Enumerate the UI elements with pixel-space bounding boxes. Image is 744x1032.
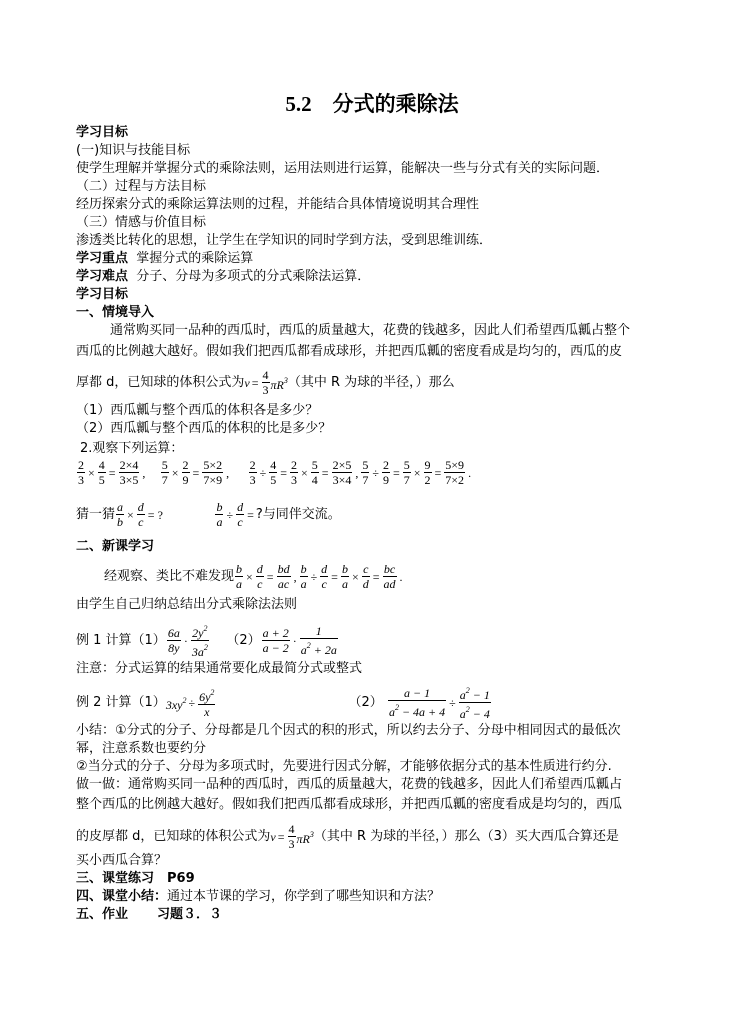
intro-paragraph-line-2: 西瓜的比例越大越好。假如我们把西瓜都看成球形，并把西瓜瓤的密度看成是均匀的，西瓜的皮 [76, 344, 623, 359]
try3-post: （其中 R 为球的半径，）那么（3）买大西瓜合算还是 [313, 829, 619, 844]
try-line-3: 的皮厚都 d，已知球的体积公式为v = $\frac{4}{3}$ $\pi R^3$（其中 R 为球的半径，）那么（3）买大西瓜合算还是 [76, 822, 619, 851]
question-2: （2）西瓜瓤与整个西瓜的体积的比是多少？ [76, 421, 332, 436]
rule-intro: 经观察、类比不难发现 [104, 569, 235, 584]
objectives-heading-2: 学习目标 [76, 287, 129, 302]
guess-tail: ?与同伴交流。 [255, 507, 341, 522]
obj2-text: 经历探索分式的乘除运算法则的过程，并能结合具体情境说明其合理性 [76, 197, 480, 212]
key-label: 学习重点 [76, 251, 129, 266]
sphere-volume-formula: v [244, 375, 250, 390]
key-text: 掌握分式的乘除运算 [136, 251, 254, 266]
section-5 [76, 906, 222, 924]
difficulty-text: 分子、分母为多项式的分式乘除法运算． [136, 269, 371, 284]
conclusion-line-2: 幂，注意系数也要约分 [76, 741, 207, 756]
rule-discovery: 经观察、类比不难发现 $\frac{b}{a}$ × $\frac{d}{c}$ = $\frac{bd}{ac}$ , $\frac{b}{a}$ ÷ $\frac{d}{c}$ = $\frac{b}{a}$ × $\frac{c}{d}$ = $\frac{bc}{ad}$ . [104, 562, 403, 591]
observe-label: 2.观察下列运算： [80, 441, 184, 456]
section-4-text: 通过本节课的学习，你学到了哪些知识和方法？ [167, 889, 441, 904]
ex2-label: 例 2 计算（1） [76, 695, 166, 710]
summary-rule: 由学生自己归纳总结出分式乘除法法则 [76, 597, 298, 612]
section-4 [76, 888, 440, 906]
page-title: 5.2 分式的乘除法 [285, 92, 459, 116]
fraction: $\frac{4}{3}$ [262, 368, 269, 397]
try-line-4: 买小西瓜合算？ [76, 853, 168, 868]
section-1-heading: 一、情境导入 [76, 305, 155, 320]
example-2: 例 2 计算$(1)3xy^2$ ÷ $\frac{6y^2}{x}$ （2） $\frac{a - 1}{a^2 - 4a + 4}$ ÷ $\frac{a^2 - 1}{a^2 - 4}$ [76, 686, 490, 721]
section-4-heading: 四、课堂小结： [76, 889, 168, 904]
guess-label: 猜一猜 [76, 507, 116, 522]
intro-paragraph-line-3: 厚都 d，已知球的体积公式为v = $\frac{4}{3}$ $\pi R^3$（其中 R 为球的半径，）那么 [76, 368, 455, 397]
conclusion-line-1: 小结：①分式的分子、分母都是几个因式的积的形式，所以约去分子、分母中相同因式的最低次 [76, 723, 621, 738]
intro-line3-post: （其中 R 为球的半径，）那么 [287, 375, 455, 390]
obj3-text: 渗透类比转化的思想，让学生在学知识的同时学到方法，受到思维训练． [76, 233, 493, 248]
section-2-heading: 二、新课学习 [76, 539, 155, 554]
try3-pre: 的皮厚都 d，已知球的体积公式为 [76, 829, 271, 844]
conclusion-line-3: ②当分式的分子、分母为多项式时，先要进行因式分解，才能够依据分式的基本性质进行约分. [76, 759, 612, 774]
section-5-text: 习题３．３ [156, 907, 222, 922]
intro-paragraph-line-1: 通常购买同一品种的西瓜时，西瓜的质量越大，花费的钱越多，因此人们希望西瓜瓤占整个 [110, 323, 631, 338]
obj3-heading: （三）情感与价值目标 [76, 215, 207, 230]
observation-equations: $\frac{2}{3}$ × $\frac{4}{5}$ = $\frac{2\times 4}{3\times 5}$ , $\frac{5}{7}$ × $\frac{2}{9}$ = $\frac{5\times 2}{7\times 9}$ , $\frac{2}{3}$ ÷ $\frac{4}{5}$ = $\frac{2}{3}$ × $\frac{5}{4}$ = $\frac{2\times 5}{3\times 4}$ , $\frac{5}{7}$ ÷ $\frac{2}{9}$ = $\frac{5}{7}$ × $\frac{9}{2}$ = $\frac{5\times 9}{7\times 2}$ . [78, 458, 472, 487]
difficulty-label: 学习难点 [76, 269, 129, 284]
try-line-2: 整个西瓜的比例越大越好。假如我们把西瓜都看成球形，并把西瓜瓤的密度看成是均匀的，西瓜 [76, 797, 623, 812]
section-3-heading: 三、课堂练习 P69 [76, 871, 195, 886]
ex1-label: 例 1 计算（1） [76, 633, 166, 648]
try-line-1: 做一做：通常购买同一品种的西瓜时，西瓜的质量越大，花费的钱越多，因此人们希望西瓜瓤占 [76, 777, 623, 792]
note: 注意：分式运算的结果通常要化成最简分式或整式 [76, 661, 363, 676]
intro-line3-pre: 厚都 d，已知球的体积公式为 [76, 375, 245, 390]
obj1-heading: (一)知识与技能目标 [76, 143, 191, 158]
obj2-heading: （二）过程与方法目标 [76, 179, 207, 194]
section-5-heading: 五、作业 [76, 907, 129, 922]
example-1: 例 1 计算（1） $\frac{6a}{8y}$ · $\frac{2y^2}{3a^2}$ （2） $\frac{a + 2}{a - 2}$ · $\frac{1}{a^2 + 2a}$ [76, 624, 337, 659]
ex2-part2: （2） [348, 695, 383, 710]
obj1-text: 使学生理解并掌握分式的乘除法则，运用法则进行运算，能解决一些与分式有关的实际问题． [76, 161, 610, 176]
guess-line: 猜一猜 $\frac{a}{b}$ × $\frac{d}{c}$ = ? $\frac{b}{a}$ ÷ $\frac{d}{c}$ = ?与同伴交流。 [76, 500, 341, 529]
difficulty-point [76, 268, 370, 286]
objectives-heading: 学习目标 [76, 125, 129, 140]
question-1: （1）西瓜瓤与整个西瓜的体积各是多少？ [76, 403, 319, 418]
ex1-part2: （2） [226, 633, 261, 648]
key-point [76, 250, 253, 268]
